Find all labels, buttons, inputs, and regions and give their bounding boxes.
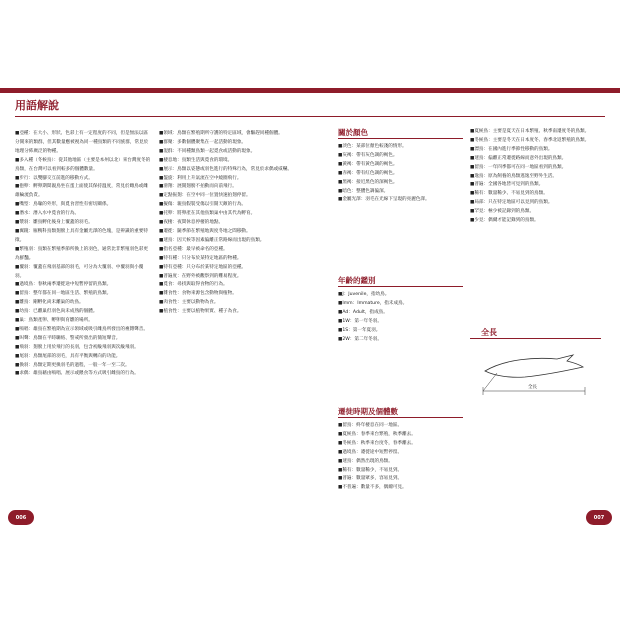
color-entries (338, 143, 463, 205)
glossary-column-2 (159, 130, 309, 317)
glossary-entry: ■覆羽：覆蓋在飛羽基部的羽毛，可分為大覆羽、中覆羽與小覆羽。 (15, 264, 144, 279)
glossary-entry: ■飛羽：翅膀上用於飛行的長羽，包含初級飛羽與次級飛羽。 (15, 344, 139, 350)
bird-outline (485, 355, 583, 377)
glossary-entry: ■迷鳥：偏離正常遷徙路線而意外出現的鳥類。 (470, 155, 567, 161)
glossary-entry: ■暗色：整體色調偏深。 (338, 188, 389, 194)
glossary-entry: ■淡色：某部位顏色較淺的情形。 (338, 144, 407, 149)
glossary-entry: ■托卵：將卵產在其他鳥類巢中由其代為孵育。 (159, 211, 256, 217)
glossary-entry: ■擬傷：親鳥假裝受傷以引開天敵的行為。 (159, 202, 247, 208)
glossary-entry: ■黃褐：帶有黃色調的褐色。 (338, 161, 398, 167)
glossary-entry: ■留鳥：終年棲息在同一地區。 (338, 423, 403, 428)
glossary-entry: ■特有亞種：只分布於某特定地區的亞種。 (159, 264, 247, 270)
age-section (338, 276, 463, 344)
glossary-entry: ■雛鳥：剛孵化尚未離巢的幼鳥。 (15, 300, 84, 306)
figure-divider (470, 338, 601, 339)
glossary-entry: ■1W：第一年冬羽。 (338, 318, 382, 324)
glossary-entry: ■定點振翅：在空中同一位置快速拍翅停留。 (159, 193, 251, 199)
glossary-entry: ■J：Juvenile，指幼鳥。 (338, 292, 390, 297)
glossary-entry: ■雜食性：食物來源包含動物與植物。 (159, 291, 237, 297)
glossary-entry: ■2W：第二年冬羽。 (338, 336, 382, 342)
migration-section (338, 407, 463, 493)
glossary-entry: ■嘴型：鳥喙的外形，與覓食習性有密切關係。 (15, 202, 112, 208)
glossary-entry: ■尾羽：鳥類尾部的羽毛，具有平衡與轉向的功能。 (15, 353, 121, 359)
glossary-entry: ■Ad：Adult，指成鳥。 (338, 309, 388, 315)
glossary-entry: ■換羽：鳥類定期更換羽毛的過程，一般一年一至二次。 (15, 362, 130, 368)
glossary-entry: ■夏候鳥：主要是夏天在日本繁殖、秋季南遷度冬的鳥類。 (470, 129, 590, 134)
glossary-entry: ■赤褐：帶有紅色調的褐色。 (338, 170, 398, 176)
page-number-right: 007 (586, 510, 612, 525)
glossary-entry: ■指名亞種：最早被命名的亞種。 (159, 246, 228, 252)
color-section-heading: 關於顏色 (338, 128, 368, 137)
migration-entries (338, 422, 463, 493)
glossary-entry: ■滑翔：展開翅膀不拍動而向前飛行。 (159, 184, 237, 190)
age-section-heading: 年齡的鑑別 (338, 276, 376, 285)
glossary-entry: ■遷徙：隨季節在繁殖地與度冬地之間移動。 (159, 228, 251, 234)
figure-title: 全長 (481, 328, 497, 337)
glossary-entry: ■求偶：雄鳥藉由鳴唱、展示或餵食等方式吸引雌鳥的行為。 (15, 371, 139, 377)
glossary-entry: ■步行：以雙腳交互前進的移動方式。 (15, 175, 93, 181)
glossary-entry: ■留鳥：整年都在同一地區生活、繁殖的鳥類。 (15, 291, 112, 297)
migration-section-heading: 遷徙時期及個體數 (338, 407, 398, 416)
glossary-entry: ■肉食性：主要以動物為食。 (159, 300, 219, 306)
glossary-entry: ■混群：不同種類鳥類一起覓食或活動的現象。 (159, 148, 256, 154)
glossary-entry: ■稀有：數量稀少、不易見到的鳥類。 (470, 191, 548, 197)
glossary-entry: ■留鳥：一年四季都可在同一地區看到的鳥類。 (470, 164, 567, 170)
glossary-entry: ■冬候鳥：主要是冬天在日本度冬、春季北返繁殖的鳥類。 (470, 137, 590, 143)
page-title: 用語解說 (15, 99, 59, 112)
glossary-entry: ■夏候鳥：春季來台繁殖，秋季離去。 (338, 431, 416, 437)
glossary-entry: ■繁殖羽：鳥類在繁殖季節所換上的羽色，通常比非繁殖羽色彩更為鮮豔。 (15, 246, 148, 261)
section-divider (338, 286, 463, 287)
glossary-entry: ■巢：鳥類產卵、孵卵與育雛的場所。 (15, 318, 93, 324)
glossary-entry: ■特有種：只分布於某特定地區的物種。 (159, 255, 242, 261)
glossary-entry: ■亞種：在大小、形狀、色彩上有一定程度的不同，但是無法以區分開來的類群，但其數量應被視為同一種鳥類的不同族群，常見於地理分佈廣泛的物種。 (15, 131, 149, 154)
glossary-entry: ■Imm：Immature，指未成鳥。 (338, 300, 408, 306)
age-entries (338, 291, 463, 344)
glossary-column-3 (338, 128, 463, 205)
glossary-entry: ■普遍：全國各地皆可見到的鳥類。 (470, 182, 544, 188)
glossary-entry: ■過境鳥：春秋兩季遷徙途中短暫停留的鳥類。 (15, 282, 112, 288)
glossary-entry: ■冬候鳥：秋季來台度冬，春季離去。 (338, 440, 416, 446)
glossary-entry: ■盤旋：利用上升氣流在空中繞圈飛行。 (159, 175, 242, 181)
glossary-entry: ■迷鳥：偶然出現的鳥類。 (338, 458, 393, 464)
glossary-entry: ■抱卵：孵卵期間親鳥坐在蛋上面使其保持溫度，常見於雌鳥或雌雄輪流負責。 (15, 184, 148, 199)
glossary-entry: ■過境鳥：遷徙途中短暫停留。 (338, 449, 403, 455)
glossary-entry: ■逸鳥：原為飼養的鳥類逃逸至野外生活。 (470, 173, 558, 179)
section-divider (338, 138, 463, 139)
glossary-entry: ■漂鳥：在國內進行季節性移動的鳥類。 (470, 146, 553, 152)
leg-line (483, 373, 497, 391)
section-divider (338, 417, 463, 418)
glossary-entry: ■覓食：尋找與取得食物的行為。 (159, 282, 228, 288)
glossary-entry: ■灰褐：帶有灰色調的褐色。 (338, 152, 398, 158)
glossary-entry: ■夜棲：夜間休息停棲的地點。 (159, 220, 224, 226)
glossary-entry: ■黑褐：接近黑色的深褐色。 (338, 179, 398, 185)
glossary-entry: ■普遍：數量眾多，容易見到。 (338, 476, 403, 482)
glossary-entry: ■幼鳥：已離巢但羽色尚未成熟的個體。 (15, 309, 98, 315)
glossary-entry: ■叫聲：鳥類在平時聯絡、警戒所發出的簡短聲音。 (15, 335, 121, 341)
glossary-entry: ■金屬光澤：羽毛在光線下呈現的亮麗色澤。 (338, 197, 430, 203)
glossary-entry: ■群聚：多數個體聚集在一起活動的現象。 (159, 139, 247, 145)
glossary-column-1 (15, 130, 152, 379)
glossary-entry: ■領域：鳥類在繁殖期所守護的特定區域，會驅趕同種個體。 (159, 131, 283, 136)
glossary-entry: ■棲息地：鳥類生活與覓食的環境。 (159, 157, 233, 163)
glossary-entry: ■不普遍：數量不多，偶爾可見。 (338, 485, 407, 491)
glossary-entry: ■普遍度：在野外被觀察到的難易程度。 (159, 273, 242, 279)
glossary-column-4 (470, 128, 601, 226)
title-divider (15, 116, 605, 117)
glossary-entry: ■漿羽：雛鳥孵化後身上覆蓋的羽毛。 (15, 220, 93, 226)
glossary-entry: ■展示：鳥類以姿態或羽色進行的特殊行為，常見於求偶或威嚇。 (159, 166, 292, 172)
glossary-entry: ■翼鏡：雁鴨科鳥類翅膀上具有金屬光澤的色塊，是辨識的重要特徵。 (15, 228, 148, 243)
glossary-entry: ■1S：第一年夏羽。 (338, 327, 381, 333)
glossary-entry: ■鳴唱：雄鳥在繁殖期為宣示領域或吸引雌鳥所發出的複雜聲音。 (15, 326, 148, 332)
glossary-entry: ■稀有：數量稀少，不易見到。 (338, 467, 403, 473)
page-number-left: 006 (8, 510, 34, 525)
bird-length-diagram (475, 345, 595, 403)
glossary-entry: ■植食性：主要以植物果實、種子為食。 (159, 309, 242, 315)
glossary-entry: ■多入種（冬候鳥）：從其他地區（主要是本州以北）來台灣度冬的鳥類，在台灣可以看到較多的個體數量。 (15, 157, 151, 172)
header-band (0, 88, 620, 93)
glossary-entry: ■局部：只在特定地區可以見到的鳥類。 (470, 200, 553, 206)
glossary-entry: ■迷鳥：因天候等因素偏離正常路線而出現的鳥類。 (159, 237, 265, 243)
glossary-entry: ■罕見：極少被記錄到的鳥類。 (470, 209, 535, 215)
glossary-entry: ■潛水：潛入水中覓食的行為。 (15, 211, 80, 217)
glossary-entry: ■少見：偶爾才能記錄到的鳥類。 (470, 218, 539, 224)
figure-label: 全長 (528, 385, 537, 390)
